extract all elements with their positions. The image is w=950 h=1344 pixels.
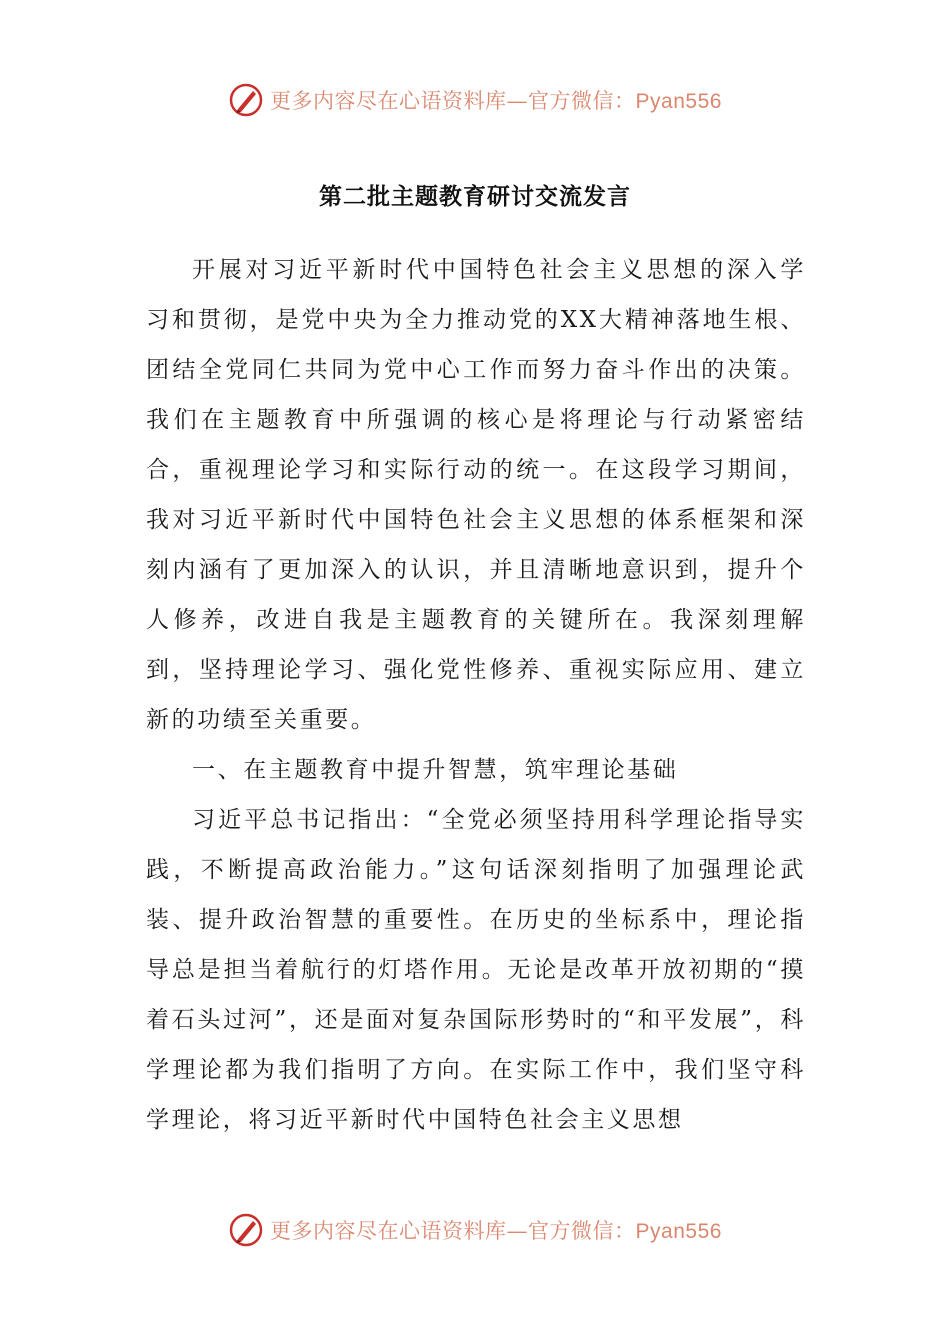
paragraph-section-1: 习近平总书记指出：“全党必须坚持用科学理论指导实践，不断提高政治能力。”这句话深刻指明了加强理论武装、提升政治智慧的重要性。在历史的坐标系中，理论指导总是担当着航行的灯塔作用。无论是改革开放初期的“摸着石头过河”，还是面对复杂国际形势时的“和平发展”，科学理论都为我们指明了方向。在实际工作中，我们坚守科学理论，将习近平新时代中国特色社会主义思想 xyxy=(146,807,806,1133)
wechat-handle: Pyan556 xyxy=(635,1220,722,1243)
banner-text: 更多内容尽在心语资料库—官方微信：Pyan556 xyxy=(270,1219,722,1243)
section-heading-1: 一、在主题教育中提升智慧，筑牢理论基础 xyxy=(192,757,679,783)
wechat-handle: Pyan556 xyxy=(635,90,722,113)
header-banner xyxy=(0,78,950,122)
paragraph-intro: 开展对习近平新时代中国特色社会主义思想的深入学习和贯彻，是党中央为全力推动党的XX大精神落地生根、团结全党同仁共同为党中心工作而努力奋斗作出的决策。我们在主题教育中所强调的核心是将理论与行动紧密结合，重视理论学习和实际行动的统一。在这段学习期间，我对习近平新时代中国特色社会主义思想的体系框架和深刻内涵有了更加深入的认识，并且清晰地意识到，提升个人修养，改进自我是主题教育的关键所在。我深刻理解到，坚持理论学习、强化党性修养、重视实际应用、建立新的功绩至关重要。 xyxy=(146,257,806,733)
footer-banner xyxy=(0,1208,950,1252)
pen-logo-icon xyxy=(228,82,264,118)
banner-text: 更多内容尽在心语资料库—官方微信：Pyan556 xyxy=(270,89,722,113)
document-body xyxy=(146,245,806,1145)
pen-logo-icon xyxy=(228,1212,264,1248)
document-title: 第二批主题教育研讨交流发言 xyxy=(319,184,631,210)
